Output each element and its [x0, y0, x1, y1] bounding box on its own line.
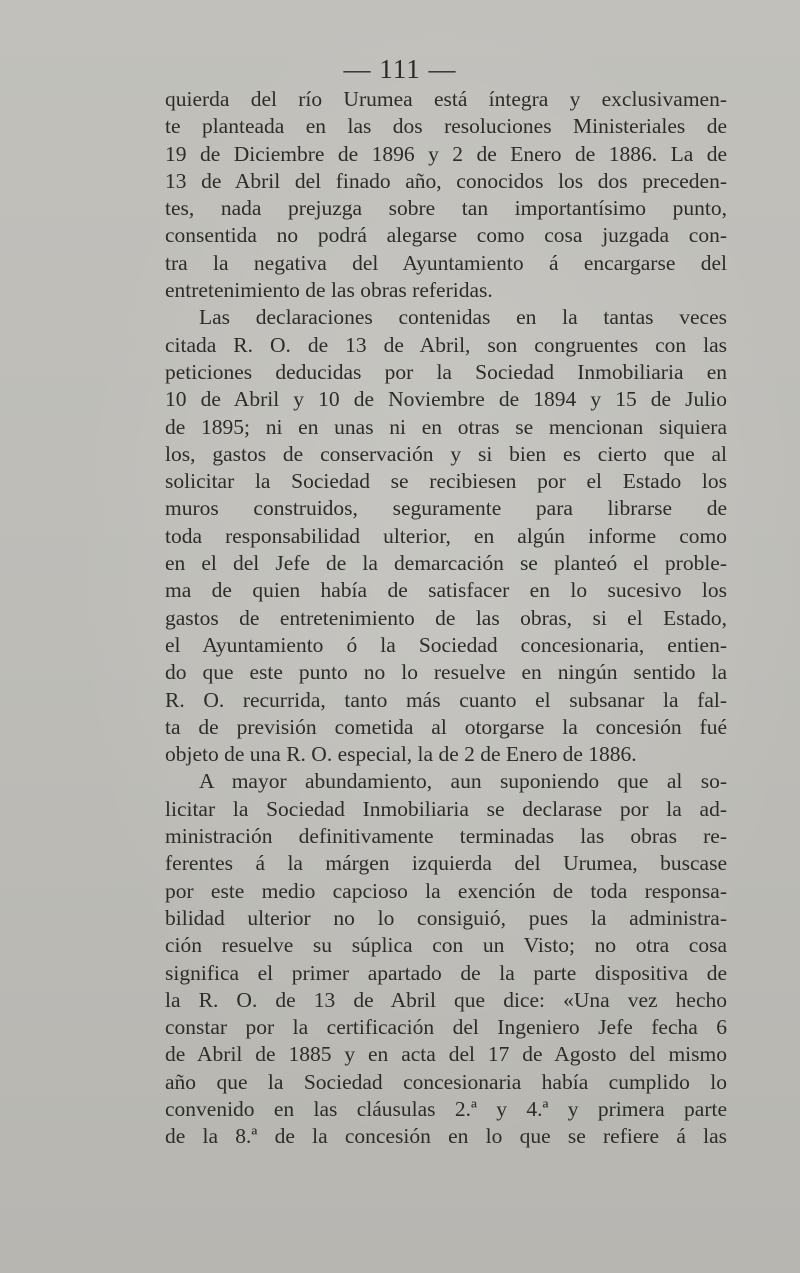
text-line: de la 8.ª de la concesión en lo que se refiere á las: [165, 1124, 727, 1149]
text-line: el Ayuntamiento ó la Sociedad concesionaria, entien-: [165, 632, 727, 657]
text-line: ción resuelve su súplica con un Visto; no otra cosa: [165, 933, 727, 958]
text-line: solicitar la Sociedad se recibiesen por el Estado los: [165, 469, 727, 494]
text-line: los, gastos de conservación y si bien es cierto que al: [165, 441, 727, 466]
text-line: Las declaraciones contenidas en la tantas veces: [199, 305, 727, 330]
text-line: quierda del río Urumea está íntegra y exclusivamen-: [165, 87, 727, 111]
text-line: muros construidos, seguramente para librarse de: [165, 496, 727, 521]
text-line: 10 de Abril y 10 de Noviembre de 1894 y 15 de Julio: [165, 387, 727, 412]
text-line: bilidad ulterior no lo consiguió, pues la administra-: [165, 905, 727, 930]
text-line: ma de quien había de satisfacer en lo sucesivo los: [165, 578, 727, 603]
text-line: ta de previsión cometida al otorgarse la concesión fué: [165, 714, 727, 739]
text-line: gastos de entretenimiento de las obras, si el Estado,: [165, 605, 727, 630]
text-line: de Abril de 1885 y en acta del 17 de Agosto del mismo: [165, 1042, 727, 1067]
body-text: [165, 86, 727, 1151]
text-line: la R. O. de 13 de Abril que dice: «Una vez hecho: [165, 987, 727, 1012]
text-line: por este medio capcioso la exención de toda responsa-: [165, 878, 727, 903]
text-line: R. O. recurrida, tanto más cuanto el subsanar la fal-: [165, 687, 727, 712]
text-line: toda responsabilidad ulterior, en algún informe como: [165, 523, 727, 548]
text-line: citada R. O. de 13 de Abril, son congruentes con las: [165, 332, 727, 357]
text-line: ministración definitivamente terminadas las obras re-: [165, 824, 727, 849]
text-line: convenido en las cláusulas 2.ª y 4.ª y primera parte: [165, 1096, 727, 1121]
text-line: significa el primer apartado de la parte dispositiva de: [165, 960, 727, 985]
text-line: año que la Sociedad concesionaria había cumplido lo: [165, 1069, 727, 1094]
text-line: consentida no podrá alegarse como cosa juzgada con-: [165, 223, 727, 248]
text-line: licitar la Sociedad Inmobiliaria se declarase por la ad-: [165, 796, 727, 821]
text-line: do que este punto no lo resuelve en ningún sentido la: [165, 660, 727, 685]
text-line: 19 de Diciembre de 1896 y 2 de Enero de 1886. La de: [165, 141, 727, 166]
text-line: entretenimiento de las obras referidas.: [165, 278, 493, 303]
text-line: tes, nada prejuzga sobre tan importantísimo punto,: [165, 196, 727, 221]
text-line: en el del Jefe de la demarcación se planteó el proble-: [165, 551, 727, 576]
text-line: ferentes á la márgen izquierda del Urumea, buscase: [165, 851, 727, 876]
page-number: — 111 —: [343, 54, 457, 84]
text-line: tra la negativa del Ayuntamiento á encargarse del: [165, 250, 727, 275]
text-line: constar por la certificación del Ingeniero Jefe fecha 6: [165, 1015, 727, 1040]
text-line: peticiones deducidas por la Sociedad Inmobiliaria en: [165, 359, 727, 384]
text-line: te planteada en las dos resoluciones Ministeriales de: [165, 114, 727, 139]
text-line: 13 de Abril del finado año, conocidos los dos preceden-: [165, 168, 727, 193]
text-line: A mayor abundamiento, aun suponiendo que al so-: [199, 769, 727, 794]
text-line: objeto de una R. O. especial, la de 2 de Enero de 1886.: [165, 742, 637, 767]
text-line: de 1895; ni en unas ni en otras se mencionan siquiera: [165, 414, 727, 439]
